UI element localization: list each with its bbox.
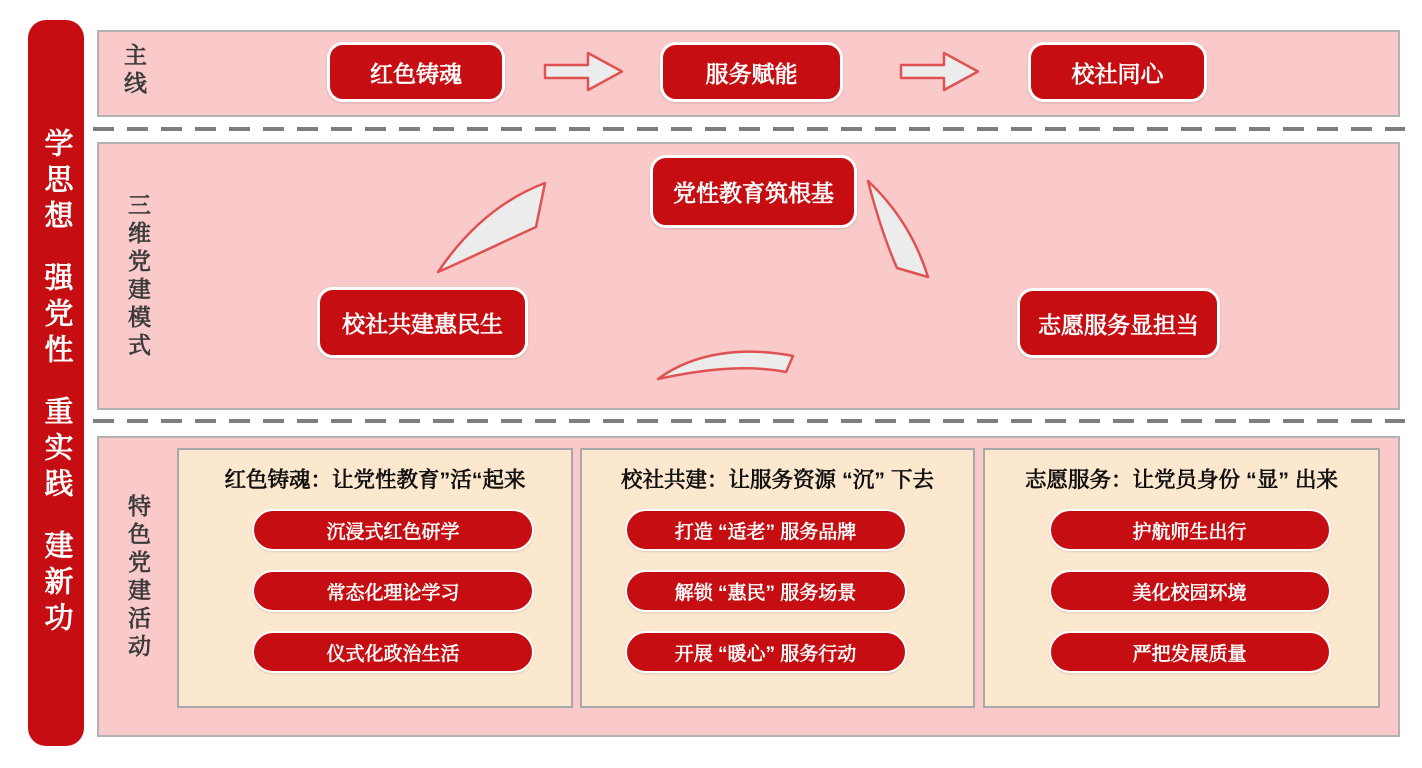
activity-item: 解锁 “惠民” 服务场景 xyxy=(625,570,907,612)
activities-label: 特色党建活动 xyxy=(125,494,151,662)
activity-item: 仪式化政治生活 xyxy=(252,631,534,673)
model-node-party-education: 党性教育筑根基 xyxy=(650,155,857,228)
activity-card-volunteer xyxy=(983,448,1380,708)
mainline-label: 主线 xyxy=(121,43,147,99)
activity-item: 美化校园环境 xyxy=(1049,570,1331,612)
flow-node-red-soul: 红色铸魂 xyxy=(327,42,505,102)
flow-node-service-empower: 服务赋能 xyxy=(660,42,843,102)
activity-card-red-soul xyxy=(177,448,573,708)
banner-line: 重实践 xyxy=(40,396,73,504)
dashed-divider xyxy=(93,419,1405,423)
right-arrow-icon xyxy=(543,50,625,93)
model-node-volunteer: 志愿服务显担当 xyxy=(1017,288,1220,358)
activity-item: 沉浸式红色研学 xyxy=(252,509,534,551)
activity-item: 严把发展质量 xyxy=(1049,631,1331,673)
theme-banner xyxy=(28,20,84,746)
banner-line: 强党性 xyxy=(40,262,73,370)
activity-card-co-build xyxy=(580,448,975,708)
activity-item: 打造 “适老” 服务品牌 xyxy=(625,509,907,551)
banner-line: 学思想 xyxy=(40,128,73,236)
activity-item: 开展 “暖心” 服务行动 xyxy=(625,631,907,673)
activity-card-title: 校社共建：让服务资源 “沉” 下去 xyxy=(621,468,934,492)
activity-item: 常态化理论学习 xyxy=(252,570,534,612)
activity-card-title: 志愿服务：让党员身份 “显” 出来 xyxy=(1025,468,1338,492)
right-arrow-icon xyxy=(899,50,981,93)
activity-card-title: 红色铸魂：让党性教育”活“起来 xyxy=(224,468,526,492)
dashed-divider xyxy=(93,127,1405,131)
banner-line: 建新功 xyxy=(40,530,73,638)
flow-node-school-community: 校社同心 xyxy=(1028,42,1207,102)
model-label: 三维党建模式 xyxy=(125,193,151,361)
activity-item: 护航师生出行 xyxy=(1049,509,1331,551)
model-node-co-build: 校社共建惠民生 xyxy=(317,287,528,358)
